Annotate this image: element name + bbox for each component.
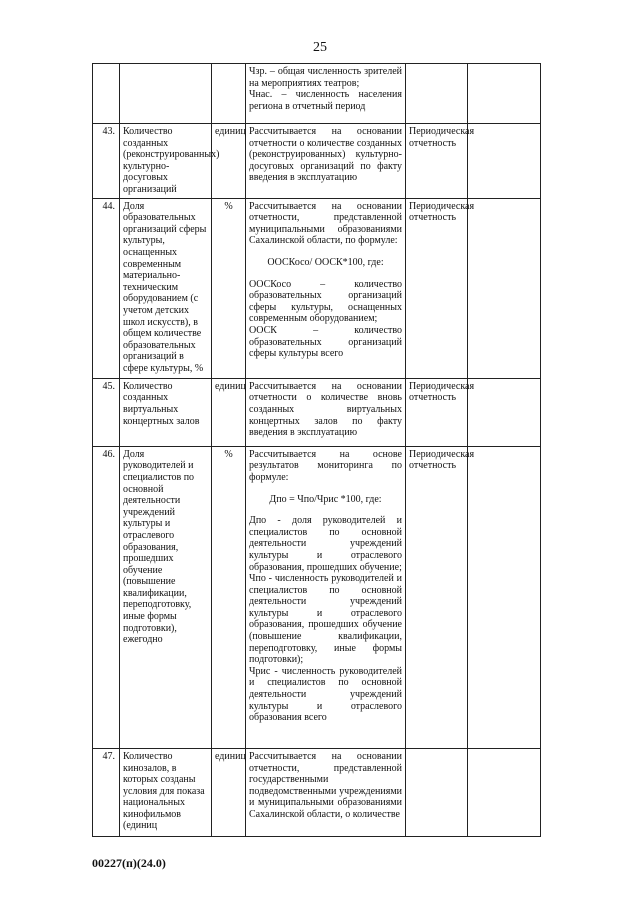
method-text: ООСКосо – количество образовательных организаций сферы культуры, оснащенных современным оборудованием; xyxy=(249,278,402,325)
table-row xyxy=(93,378,541,446)
method-text: Чзр. – общая численность зрителей на мероприятиях театров; xyxy=(249,66,402,89)
calculation-method xyxy=(246,378,406,446)
empty-cell xyxy=(468,198,541,378)
unit-of-measure: % xyxy=(212,446,246,748)
empty-cell xyxy=(468,124,541,199)
row-number: 45. xyxy=(93,378,120,446)
table-row xyxy=(93,124,541,199)
formula: Дпо = Чпо/Чрис *100, где: xyxy=(269,493,382,505)
calculation-method xyxy=(246,124,406,199)
document-code: 00227(п)(24.0) xyxy=(92,856,166,870)
method-text: Чпо - численность руководителей и специалистов по основной деятельности учреждений культуры и отраслевого образования, прошедших обучение (повышение квалификации, переподготовку, иные формы подготовки); xyxy=(249,573,402,666)
row-number: 44. xyxy=(93,198,120,378)
unit-of-measure: единиц xyxy=(212,378,246,446)
method-text: Чрис - численность руководителей и специалистов по основной деятельности учреждений культуры и отраслевого образования всего xyxy=(249,665,402,724)
reporting-period xyxy=(406,64,468,124)
table-row xyxy=(93,446,541,748)
indicator-name: Количество кинозалов, в которых созданы условия для показа национальных кинофильмов (единиц xyxy=(120,748,212,836)
reporting-period: Периодическая отчетность xyxy=(406,378,468,446)
indicator-name xyxy=(120,64,212,124)
reporting-period: Периодическая отчетность xyxy=(406,124,468,199)
unit-of-measure xyxy=(212,64,246,124)
indicator-name: Доля образовательных организаций сферы культуры, оснащенных современным материально-техническим оборудованием (с учетом детских школ искусств), в общем количестве образовательных организаций в сфере культуры, % xyxy=(120,198,212,378)
row-number: 43. xyxy=(93,124,120,199)
method-text: Рассчитывается на основе результатов мониторинга по формуле: xyxy=(249,448,402,483)
indicator-name: Количество созданных виртуальных концертных залов xyxy=(120,378,212,446)
reporting-period xyxy=(406,748,468,836)
calculation-method xyxy=(246,64,406,124)
calculation-method xyxy=(246,198,406,378)
empty-cell xyxy=(468,378,541,446)
table-row xyxy=(93,198,541,378)
indicators-table xyxy=(92,63,541,837)
method-text: Рассчитывается на основании отчетности о количестве вновь созданных виртуальных концертных залов по факту введения в эксплуатацию xyxy=(249,380,402,439)
method-text: ООСК – количество образовательных организаций сферы культуры всего xyxy=(249,324,402,360)
method-text: Рассчитывается на основании отчетности о количестве созданных (реконструированных) культурно-досуговых организаций по факту введения в эксплуатацию xyxy=(249,126,402,184)
method-text: Рассчитывается на основании отчетности, представленной муниципальными образованиями Сахалинской области, по формуле: xyxy=(249,200,402,247)
method-text: Чнас. – численность населения региона в отчетный период xyxy=(249,89,402,112)
page-number: 25 xyxy=(313,40,327,55)
reporting-period: Периодическая отчетность xyxy=(406,198,468,378)
calculation-method xyxy=(246,748,406,836)
empty-cell xyxy=(468,748,541,836)
table-row xyxy=(93,64,541,124)
method-text: Рассчитывается на основании отчетности, представленной государственными подведомственными учреждениями и муниципальными образованиями Сахалинской области, о количестве xyxy=(249,750,402,820)
formula: ООСКосо/ ООСК*100, где: xyxy=(267,257,384,268)
indicator-name: Количество созданных (реконструированных) культурно-досуговых организаций xyxy=(120,124,212,199)
empty-cell xyxy=(468,446,541,748)
calculation-method xyxy=(246,446,406,748)
indicator-name: Доля руководителей и специалистов по основной деятельности учреждений культуры и отраслевого образования, прошедших обучение (повышение квалификации, переподготовку, иные формы подготовки), ежегодно xyxy=(120,446,212,748)
unit-of-measure: % xyxy=(212,198,246,378)
table-row xyxy=(93,748,541,836)
empty-cell xyxy=(468,64,541,124)
method-text: Дпо - доля руководителей и специалистов по основной деятельности учреждений культуры и отраслевого образования, прошедших обучение; xyxy=(249,515,402,573)
row-number xyxy=(93,64,120,124)
unit-of-measure: единиц xyxy=(212,124,246,199)
row-number: 46. xyxy=(93,446,120,748)
reporting-period: Периодическая отчетность xyxy=(406,446,468,748)
row-number: 47. xyxy=(93,748,120,836)
unit-of-measure: единиц xyxy=(212,748,246,836)
